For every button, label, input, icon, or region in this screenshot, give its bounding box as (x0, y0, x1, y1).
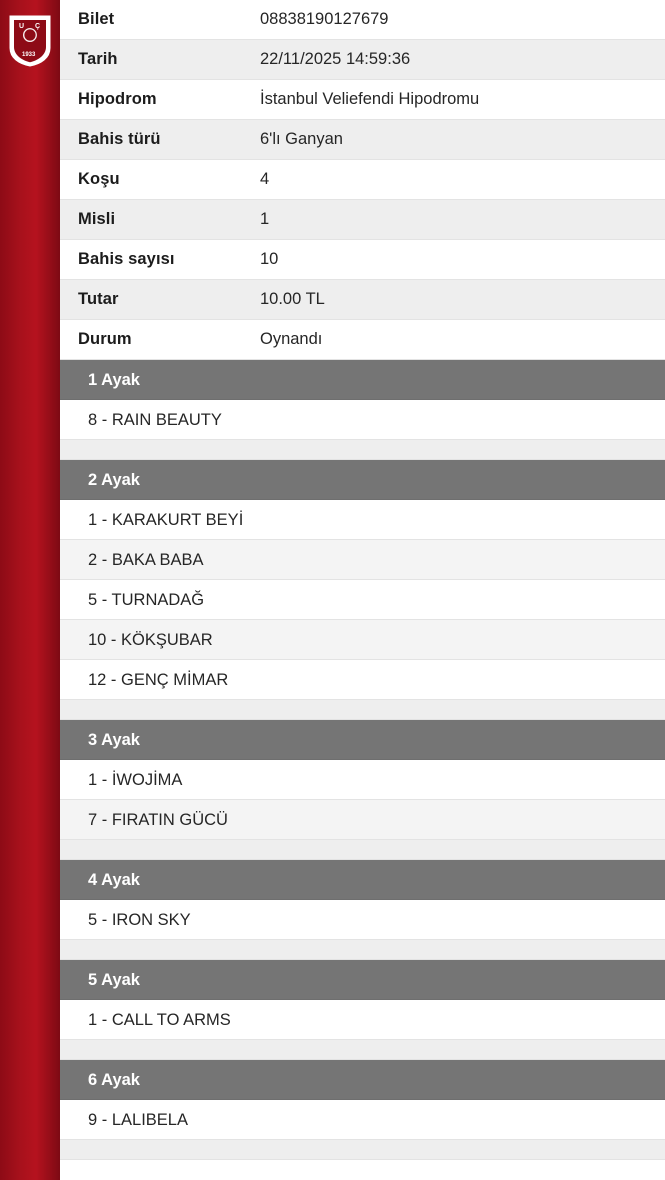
row-label: Bilet (78, 10, 115, 28)
list-item[interactable]: 12 - GENÇ MİMAR (60, 660, 665, 700)
list-item[interactable]: 9 - LALIBELA (60, 1100, 665, 1140)
row-label: Koşu (78, 170, 120, 188)
row-value: 10.00 TL (260, 290, 325, 308)
row-value: Oynandı (260, 330, 323, 348)
leg-spacer (60, 1140, 665, 1160)
row-label: Tarih (78, 50, 118, 68)
leg-group-3 (60, 720, 665, 860)
leg-header: 3 Ayak (60, 720, 665, 760)
ticket-content (60, 0, 665, 1180)
leg-spacer (60, 840, 665, 860)
table-row (60, 200, 665, 240)
row-label: Bahis türü (78, 130, 161, 148)
row-value: İstanbul Veliefendi Hipodromu (260, 90, 480, 108)
list-item[interactable]: 5 - TURNADAĞ (60, 580, 665, 620)
list-item[interactable]: 1 - İWOJİMA (60, 760, 665, 800)
leg-group-6 (60, 1060, 665, 1160)
table-row (60, 40, 665, 80)
svg-text:U: U (19, 23, 25, 30)
leg-group-1 (60, 360, 665, 460)
row-value: 6'lı Ganyan (260, 130, 343, 148)
table-row (60, 280, 665, 320)
row-value: 1 (260, 210, 270, 228)
svg-text:1933: 1933 (22, 52, 36, 58)
row-label: Misli (78, 210, 116, 228)
table-row (60, 240, 665, 280)
table-row (60, 0, 665, 40)
leg-header: 6 Ayak (60, 1060, 665, 1100)
leg-group-2 (60, 460, 665, 720)
row-value: 4 (260, 170, 270, 188)
leg-spacer (60, 1040, 665, 1060)
list-item[interactable]: 1 - CALL TO ARMS (60, 1000, 665, 1040)
svg-text:Ç: Ç (35, 23, 41, 30)
leg-spacer (60, 700, 665, 720)
leg-header: 2 Ayak (60, 460, 665, 500)
list-item[interactable]: 5 - IRON SKY (60, 900, 665, 940)
row-label: Bahis sayısı (78, 250, 175, 268)
row-label: Tutar (78, 290, 119, 308)
shield-logo-icon (8, 14, 52, 68)
table-row (60, 120, 665, 160)
leg-header: 4 Ayak (60, 860, 665, 900)
row-label: Durum (78, 330, 132, 348)
list-item[interactable]: 2 - BAKA BABA (60, 540, 665, 580)
table-row (60, 80, 665, 120)
table-row (60, 320, 665, 360)
left-brand-rail (0, 0, 60, 1180)
row-value: 22/11/2025 14:59:36 (260, 50, 411, 68)
leg-spacer (60, 940, 665, 960)
leg-header: 5 Ayak (60, 960, 665, 1000)
row-label: Hipodrom (78, 90, 157, 108)
ticket-info-table (60, 0, 665, 360)
leg-header: 1 Ayak (60, 360, 665, 400)
row-value: 10 (260, 250, 279, 268)
leg-group-5 (60, 960, 665, 1060)
list-item[interactable]: 10 - KÖKŞUBAR (60, 620, 665, 660)
table-row (60, 160, 665, 200)
leg-group-4 (60, 860, 665, 960)
list-item[interactable]: 1 - KARAKURT BEYİ (60, 500, 665, 540)
row-value: 08838190127679 (260, 10, 389, 28)
leg-spacer (60, 440, 665, 460)
list-item[interactable]: 7 - FIRATIN GÜCÜ (60, 800, 665, 840)
list-item[interactable]: 8 - RAIN BEAUTY (60, 400, 665, 440)
